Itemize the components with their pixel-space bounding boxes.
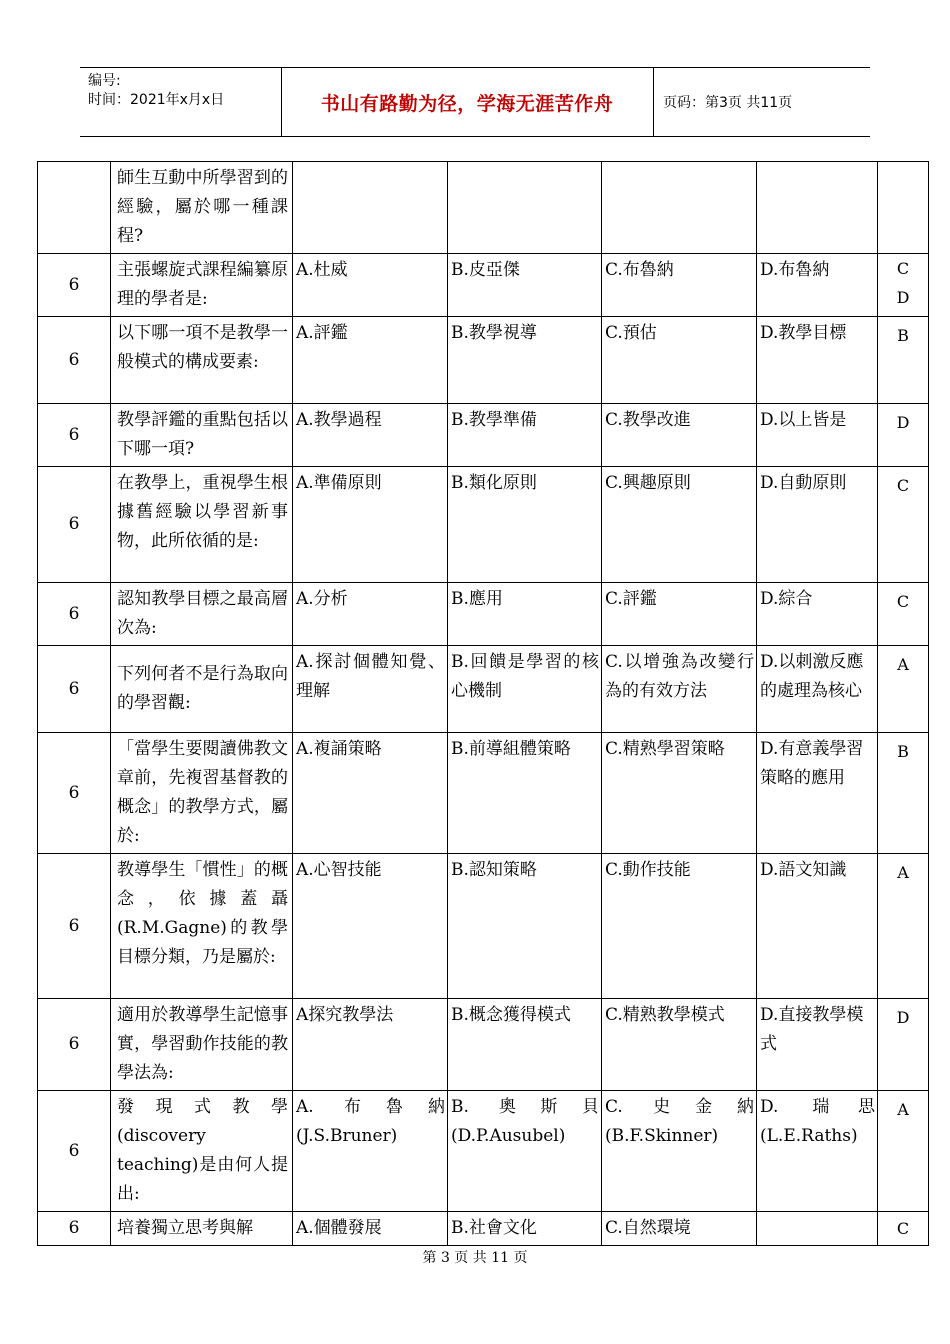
answer: B xyxy=(878,733,929,854)
option-b: B.社會文化 xyxy=(448,1212,602,1246)
option-a: A.教學過程 xyxy=(293,404,448,467)
table-row xyxy=(38,317,929,404)
option-d xyxy=(757,1212,878,1246)
table-row xyxy=(38,999,929,1091)
question-text: 下列何者不是行為取向的學習觀: xyxy=(111,646,293,733)
answer: C xyxy=(878,583,929,646)
option-a: A.心智技能 xyxy=(293,854,448,999)
question-number xyxy=(38,162,111,254)
answer: D xyxy=(878,404,929,467)
option-a: A. 布魯納(J.S.Bruner) xyxy=(293,1091,448,1212)
option-a: A.探討個體知覺、理解 xyxy=(293,646,448,733)
option-a: A.準備原則 xyxy=(293,467,448,583)
question-text: 教學評鑑的重點包括以下哪一項? xyxy=(111,404,293,467)
option-c xyxy=(602,162,757,254)
option-d: D.自動原則 xyxy=(757,467,878,583)
answer: C xyxy=(878,1212,929,1246)
option-d: D.以刺激反應的處理為核心 xyxy=(757,646,878,733)
question-text: 發現式教學(discovery teaching)是由何人提出: xyxy=(111,1091,293,1212)
question-text: 「當學生要閱讀佛教文章前，先複習基督教的概念」的教學方式，屬於: xyxy=(111,733,293,854)
option-a: A.杜威 xyxy=(293,254,448,317)
option-b: B.應用 xyxy=(448,583,602,646)
answer: A xyxy=(878,854,929,999)
option-c: C.精熟學習策略 xyxy=(602,733,757,854)
option-d: D.以上皆是 xyxy=(757,404,878,467)
option-d: D.直接教學模式 xyxy=(757,999,878,1091)
question-number: 6 xyxy=(38,317,111,404)
table-row xyxy=(38,404,929,467)
table-row xyxy=(38,583,929,646)
question-text: 教導學生「慣性」的概念，依據蓋聶(R.M.Gagne)的教學目標分類，乃是屬於: xyxy=(111,854,293,999)
question-text: 認知教學目標之最高層次為: xyxy=(111,583,293,646)
table-row xyxy=(38,1091,929,1212)
option-b: B.前導組體策略 xyxy=(448,733,602,854)
option-b xyxy=(448,162,602,254)
option-b: B.教學準備 xyxy=(448,404,602,467)
question-number: 6 xyxy=(38,467,111,583)
answer: A xyxy=(878,646,929,733)
answer: D xyxy=(878,999,929,1091)
option-c: C.自然環境 xyxy=(602,1212,757,1246)
page-footer: 第 3 页 共 11 页 xyxy=(422,1250,528,1266)
code-label: 编号: xyxy=(88,73,121,89)
page-header xyxy=(80,67,870,137)
option-b: B.認知策略 xyxy=(448,854,602,999)
option-c: C.動作技能 xyxy=(602,854,757,999)
question-number: 6 xyxy=(38,854,111,999)
option-d: D.布魯納 xyxy=(757,254,878,317)
question-number: 6 xyxy=(38,254,111,317)
option-d: D.語文知識 xyxy=(757,854,878,999)
table-row xyxy=(38,162,929,254)
table-row xyxy=(38,254,929,317)
answer: B xyxy=(878,317,929,404)
option-a: A.個體發展 xyxy=(293,1212,448,1246)
option-c: C. 史金納(B.F.Skinner) xyxy=(602,1091,757,1212)
option-c: C.精熟教學模式 xyxy=(602,999,757,1091)
table-row xyxy=(38,467,929,583)
option-c: C.布魯納 xyxy=(602,254,757,317)
question-text: 主張螺旋式課程編纂原理的學者是: xyxy=(111,254,293,317)
option-a: A.複誦策略 xyxy=(293,733,448,854)
question-text: 在教學上，重視學生根據舊經驗以學習新事物，此所依循的是: xyxy=(111,467,293,583)
question-text: 以下哪一項不是教學一般模式的構成要素: xyxy=(111,317,293,404)
option-a: A.評鑑 xyxy=(293,317,448,404)
table-row xyxy=(38,646,929,733)
question-number: 6 xyxy=(38,1212,111,1246)
answer: C D xyxy=(878,254,929,317)
question-text: 適用於教導學生記憶事實，學習動作技能的教學法為: xyxy=(111,999,293,1091)
time-label: 时间：2021年x月x日 xyxy=(88,92,225,108)
option-b: B.回饋是學習的核心機制 xyxy=(448,646,602,733)
option-b: B.概念獲得模式 xyxy=(448,999,602,1091)
question-number: 6 xyxy=(38,1091,111,1212)
option-a: A.分析 xyxy=(293,583,448,646)
option-a: A探究教學法 xyxy=(293,999,448,1091)
header-page-info: 页码：第3页 共11页 xyxy=(663,95,793,111)
answer xyxy=(878,162,929,254)
option-c: C.評鑑 xyxy=(602,583,757,646)
answer: A xyxy=(878,1091,929,1212)
question-number: 6 xyxy=(38,999,111,1091)
table-row xyxy=(38,854,929,999)
table-row xyxy=(38,733,929,854)
question-number: 6 xyxy=(38,404,111,467)
question-table xyxy=(37,161,929,1246)
option-c: C.教學改進 xyxy=(602,404,757,467)
option-a xyxy=(293,162,448,254)
option-b: B.類化原則 xyxy=(448,467,602,583)
question-number: 6 xyxy=(38,583,111,646)
question-text: 培養獨立思考與解 xyxy=(111,1212,293,1246)
header-motto: 书山有路勤为径，学海无涯苦作舟 xyxy=(320,92,614,115)
option-c: C.預估 xyxy=(602,317,757,404)
option-d: D.有意義學習策略的應用 xyxy=(757,733,878,854)
question-number: 6 xyxy=(38,733,111,854)
option-c: C.以增強為改變行為的有效方法 xyxy=(602,646,757,733)
option-b: B. 奧斯貝(D.P.Ausubel) xyxy=(448,1091,602,1212)
option-c: C.興趣原則 xyxy=(602,467,757,583)
option-d: D.教學目標 xyxy=(757,317,878,404)
question-text: 師生互動中所學習到的經驗，屬於哪一種課程? xyxy=(111,162,293,254)
answer: C xyxy=(878,467,929,583)
question-number: 6 xyxy=(38,646,111,733)
option-b: B.皮亞傑 xyxy=(448,254,602,317)
option-d: D.綜合 xyxy=(757,583,878,646)
header-divider xyxy=(653,68,654,136)
option-b: B.教學視導 xyxy=(448,317,602,404)
option-d: D. 瑞思(L.E.Raths) xyxy=(757,1091,878,1212)
table-row xyxy=(38,1212,929,1246)
header-meta xyxy=(88,72,278,110)
option-d xyxy=(757,162,878,254)
